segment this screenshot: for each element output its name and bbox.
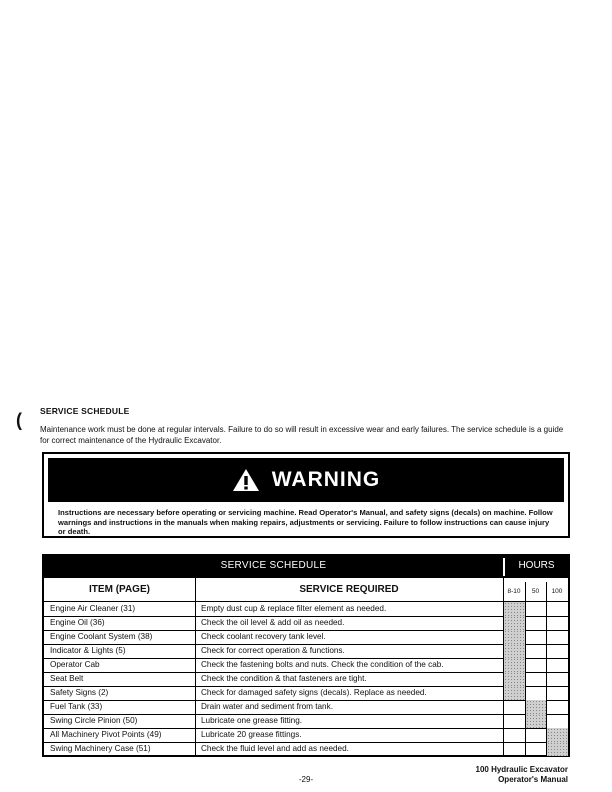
row-item: Operator Cab (50, 660, 100, 669)
interval-cell (547, 602, 568, 616)
interval-cell (504, 728, 525, 742)
interval-marker (504, 616, 525, 630)
row-item: Swing Circle Pinion (50) (50, 716, 138, 725)
interval-cell (526, 630, 546, 644)
column-headers (44, 578, 568, 602)
table-row (44, 742, 568, 756)
interval-cell (526, 686, 546, 700)
column-header-service: SERVICE REQUIRED (299, 584, 399, 595)
interval-cell (526, 616, 546, 630)
interval-marker (547, 742, 568, 756)
table-row (44, 630, 568, 644)
interval-cell (547, 714, 568, 728)
row-item: Swing Machinery Case (51) (50, 744, 151, 753)
interval-cell (526, 742, 546, 756)
table-row (44, 644, 568, 658)
column-header-item: ITEM (PAGE) (89, 584, 150, 595)
table-row (44, 658, 568, 672)
interval-marker (504, 644, 525, 658)
manual-title-block (476, 765, 569, 785)
interval-cell (526, 658, 546, 672)
interval-marker (526, 700, 546, 714)
row-item: Fuel Tank (33) (50, 702, 103, 711)
interval-marker (504, 672, 525, 686)
row-service: Check coolant recovery tank level. (201, 632, 326, 641)
table-row (44, 728, 568, 742)
interval-marker (547, 728, 568, 742)
warning-banner (48, 458, 564, 502)
row-item: Engine Oil (36) (50, 618, 105, 627)
schedule-header (44, 556, 568, 578)
hours-title: HOURS (518, 560, 555, 571)
row-service: Check the fluid level and add as needed. (201, 744, 349, 753)
table-row (44, 700, 568, 714)
interval-cell (504, 714, 525, 728)
row-service: Lubricate one grease fitting. (201, 716, 303, 725)
row-item: Safety Signs (2) (50, 688, 109, 697)
row-service: Empty dust cup & replace filter element as needed. (201, 604, 387, 613)
column-header-hours-8-10: 8-10 (507, 588, 521, 595)
row-item: Seat Belt (50, 674, 84, 683)
row-service: Lubricate 20 grease fittings. (201, 730, 302, 739)
row-service: Check the condition & that fasteners are tight. (201, 674, 367, 683)
section-title: SERVICE SCHEDULE (40, 406, 130, 416)
intro-paragraph: Maintenance work must be done at regular intervals. Failure to do so will result in excessive wear and early failures. The service schedule is a guide for correct maintenance of the Hydraulic Excavator. (40, 425, 564, 445)
interval-cell (504, 700, 525, 714)
interval-cell (547, 644, 568, 658)
warning-text: Instructions are necessary before operating or servicing machine. Read Operator's Manual, and safety signs (decals) on machine. Follow warnings and instructions in the manuals when making repairs, adjustments or servicing. Failure to follow instructions can cause injury or death. (58, 508, 553, 536)
page-number: -29- (298, 775, 314, 784)
warning-title: WARNING (271, 468, 381, 491)
table-row (44, 672, 568, 686)
row-service: Check the fastening bolts and nuts. Check the condition of the cab. (201, 660, 444, 669)
interval-cell (504, 742, 525, 756)
row-service: Check the oil level & add oil as needed. (201, 618, 345, 627)
interval-cell (526, 602, 546, 616)
interval-marker (526, 714, 546, 728)
interval-cell (547, 700, 568, 714)
service-schedule-table (42, 554, 570, 757)
interval-cell (547, 672, 568, 686)
table-row (44, 616, 568, 630)
row-service: Check for damaged safety signs (decals). Replace as needed. (201, 688, 427, 697)
row-item: Indicator & Lights (5) (50, 646, 126, 655)
interval-cell (526, 672, 546, 686)
table-row (44, 714, 568, 728)
margin-mark: ( (16, 410, 22, 430)
table-row (44, 686, 568, 700)
interval-marker (504, 658, 525, 672)
schedule-title: SERVICE SCHEDULE (220, 560, 327, 571)
interval-cell (547, 616, 568, 630)
row-item: Engine Air Cleaner (31) (50, 604, 136, 613)
interval-cell (547, 686, 568, 700)
manual-subtitle: Operator's Manual (498, 775, 568, 784)
row-item: All Machinery Pivot Points (49) (50, 730, 162, 739)
row-service: Check for correct operation & functions. (201, 646, 345, 655)
manual-title: 100 Hydraulic Excavator (475, 765, 568, 774)
interval-marker (504, 602, 525, 616)
interval-marker (504, 630, 525, 644)
interval-marker (504, 686, 525, 700)
row-service: Drain water and sediment from tank. (201, 702, 333, 711)
interval-cell (526, 644, 546, 658)
row-item: Engine Coolant System (38) (50, 632, 153, 641)
column-header-hours-50: 50 (531, 588, 540, 595)
interval-cell (547, 630, 568, 644)
table-row (44, 602, 568, 616)
interval-cell (526, 728, 546, 742)
warning-box (42, 452, 570, 538)
column-header-hours-100: 100 (551, 588, 563, 595)
warning-triangle-icon (232, 468, 260, 492)
interval-cell (547, 658, 568, 672)
